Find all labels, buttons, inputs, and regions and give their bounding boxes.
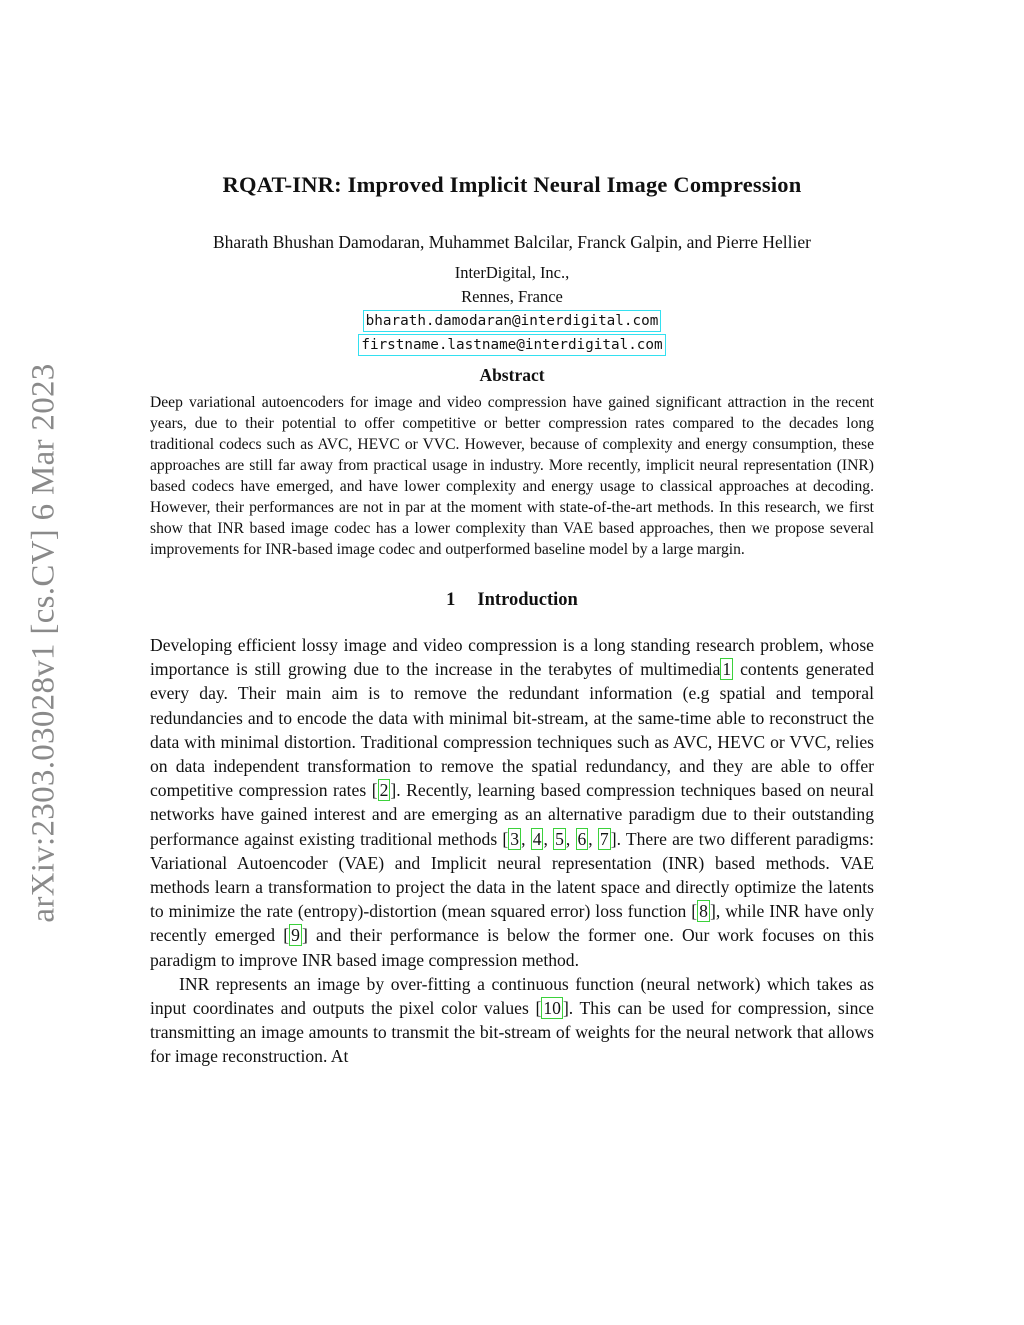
intro-paragraph: Developing efficient lossy image and video compression is a long standing research problem, whose importance is still growing due to the increase in the terabytes of multimedia 1 contents generated every day. Their main aim is to remove the redundant information (e.g spatial and temporal redundancies and to encode the data with minimal bit-stream, at the same-time able to reconstruct the data with minimal distortion. Traditional compression techniques such as AVC, HEVC or VVC, relies on data independent transformation to remove the spatial redundancy, and they are able to offer competitive compression rates [ 2 ]. Recently, learning based compression techniques based on neural networks have gained interest and are emerging as an alternative paradigm due to their outstanding performance against existing traditional methods [ 3 , 4 , 5 , 6 , 7 ]. There are two different paradigms: Variational Autoencoder (VAE) and Implicit neural representation (INR) based methods. VAE methods learn a transformation to project the data in the latent space and directly optimize the latents to minimize the rate (entropy)-distortion (mean squared error) loss function [ 8 ], while INR have only recently emerged [ 9 ] and their performance is below the former one. Our work focuses on this paradigm to improve INR based image compression method. (150, 635, 875, 970)
affiliation-org: InterDigital, Inc., (454, 263, 570, 282)
abstract-heading: Abstract (479, 365, 545, 385)
abstract-text: Deep variational autoencoders for image and video compression have gained significant attraction in the recent years, due to their potential to offer competitive or better compression rates compared to the decades long traditional codecs such as AVC, HEVC or VVC. However, because of complexity and energy consumption, these approaches are still far away from practical usage in industry. More recently, implicit neural representation (INR) based codecs have emerged, and have lower complexity and energy usage to classical approaches at decoding. However, their performances are not in par at the moment with state-of-the-art methods. In this research, we first show that INR based image codec has a lower complexity than VAE based approaches, then we propose several improvements for INR-based image codec and outperformed baseline model by a large margin. (150, 394, 874, 558)
citation-link[interactable]: 10 (543, 998, 561, 1019)
citation-link[interactable]: 8 (699, 901, 708, 922)
author-list: Bharath Bhushan Damodaran, Muhammet Balcilar, Franck Galpin, and Pierre Hellier (212, 232, 811, 252)
text-run: . There are two different paradigms: Variational Autoencoder (VAE) and Implicit neural representation (INR) based methods. VAE methods learn a transformation to project the data in the latent space and directly optimize the latents to minimize the rate (entropy)-distortion (mean squared error) loss function (150, 828, 875, 922)
section-number: 1 (446, 590, 456, 610)
citation-link[interactable]: 3 (510, 828, 520, 849)
text-run: . This can be used for compression, since transmitting an image amounts to transmit the bit-stream of weights for the neural network that allows for image reconstruction. At (150, 998, 874, 1067)
citation-link[interactable]: 4 (532, 828, 542, 849)
intro-paragraph: INR represents an image by over-fitting a continuous function (neural network) which takes as input coordinates and outputs the pixel color values [ 10 ]. This can be used for compression, since transmitting an image amounts to transmit the bit-stream of weights for the neural network that allows for image reconstruction. At (150, 973, 874, 1067)
text-run: contents generated every day. Their main aim is to remove the redundant information (e.g spatial and temporal redundancies and to encode the data with minimal bit-stream, at the same-time able to reconstruct the data with minimal distortion. Traditional compression techniques such as AVC, HEVC or VVC, relies on data independent transformation to remove the spatial redundancy, and they are able to offer competitive compression rates (150, 659, 874, 801)
affiliation-location: Rennes, France (461, 287, 563, 306)
citation-link[interactable]: 7 (599, 828, 609, 849)
arxiv-identifier: arXiv:2303.03028v1 [cs.CV] 6 Mar 2023 (25, 363, 62, 923)
paper-page (150, 168, 874, 1069)
citation-link[interactable]: 2 (379, 780, 389, 801)
citation-link[interactable]: 1 (722, 659, 732, 680)
introduction-body (150, 633, 874, 1069)
section-heading (150, 590, 874, 611)
citation-link[interactable]: 5 (555, 828, 564, 849)
affiliation (150, 261, 874, 309)
email-link-generic[interactable]: firstname.lastname@interdigital.com (358, 334, 665, 356)
email-link-primary[interactable]: bharath.damodaran@interdigital.com (363, 310, 662, 332)
text-run: and their performance is below the former one. Our work focuses on this paradigm to improve INR based image compression method. (150, 925, 875, 970)
text-run: . Recently, learning based compression techniques based on neural networks have gained interest and are emerging as an alternative paradigm due to their outstanding performance against existing traditional methods (150, 780, 874, 849)
citation-link[interactable]: 9 (291, 925, 300, 946)
text-run: INR represents an image by over-fitting a continuous function (neural network) which takes as input coordinates and outputs the pixel color values (150, 973, 874, 1019)
paper-title: RQAT-INR: Improved Implicit Neural Image Compression (222, 172, 802, 197)
section-title: Introduction (477, 590, 578, 610)
citation-link[interactable]: 6 (577, 828, 587, 849)
text-run: , while INR have only recently emerged (150, 901, 875, 946)
arxiv-sidebar (4, 358, 84, 928)
text-run: Developing efficient lossy image and video compression is a long standing research problem, whose importance is still growing due to the increase in the terabytes of multimedia (150, 635, 874, 680)
email-list (150, 309, 874, 357)
